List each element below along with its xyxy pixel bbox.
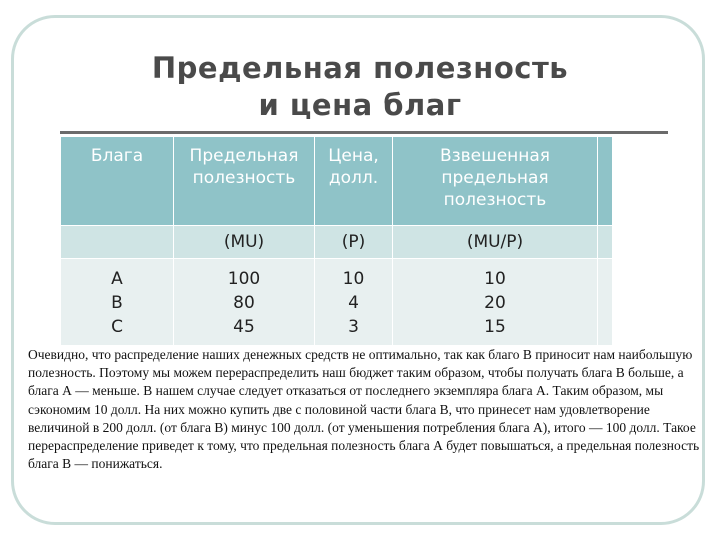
mup-c: 15	[484, 317, 506, 337]
mu-c: 45	[233, 317, 255, 337]
mup-b: 20	[484, 293, 506, 313]
title-line-1: Предельная полезность	[151, 51, 569, 85]
unit-mu: (MU)	[174, 226, 315, 259]
p-b: 4	[348, 293, 359, 313]
explanation-paragraph: Очевидно, что распределение наших денежных средств не оптимально, так как благо В приносит нам наибольшую полезность. Поэтому мы можем перераспределить наш бюджет таким образом, чтобы получать блага В больше, а блага А — меньше. В нашем случае следует отказаться от последнего экземпляра блага А. Таким образом, мы сэкономим 10 долл. На них можно купить две с половиной части блага В, что принесет нам удовлетворение величиной в 200 долл. (от блага В) минус 100 долл. (от уменьшения потребления блага А), итого — 100 долл. Такое перераспределение приведет к тому, что предельная полезность блага А будет повышаться, а предельная полезность блага В — понижаться.	[28, 347, 700, 472]
row-spacer	[598, 259, 613, 346]
goods-a: A	[111, 269, 123, 289]
title-divider	[60, 131, 668, 134]
header-weighted-utility: Взвешенная предельная полезность	[393, 137, 598, 226]
header-goods: Блага	[61, 137, 174, 226]
unit-p: (P)	[315, 226, 393, 259]
mup-a: 10	[484, 269, 506, 289]
unit-mup: (MU/P)	[393, 226, 598, 259]
goods-b: B	[111, 293, 123, 313]
mu-a: 100	[227, 269, 261, 289]
table-row	[61, 259, 613, 346]
unit-spacer	[598, 226, 613, 259]
goods-c: C	[111, 317, 123, 337]
utility-table	[60, 136, 613, 346]
title-line-2: и цена благ	[258, 88, 462, 122]
header-price: Цена, долл.	[315, 137, 393, 226]
header-marginal-utility: Предельная полезность	[174, 137, 315, 226]
p-a: 10	[342, 269, 365, 289]
mup-cell	[393, 259, 598, 346]
goods-cell	[61, 259, 174, 346]
mu-b: 80	[233, 293, 255, 313]
table-header-row	[61, 137, 613, 226]
price-cell	[315, 259, 393, 346]
mu-cell	[174, 259, 315, 346]
header-spacer	[598, 137, 613, 226]
p-c: 3	[348, 317, 359, 337]
table-units-row	[61, 226, 613, 259]
slide-title	[100, 50, 620, 124]
unit-goods	[61, 226, 174, 259]
